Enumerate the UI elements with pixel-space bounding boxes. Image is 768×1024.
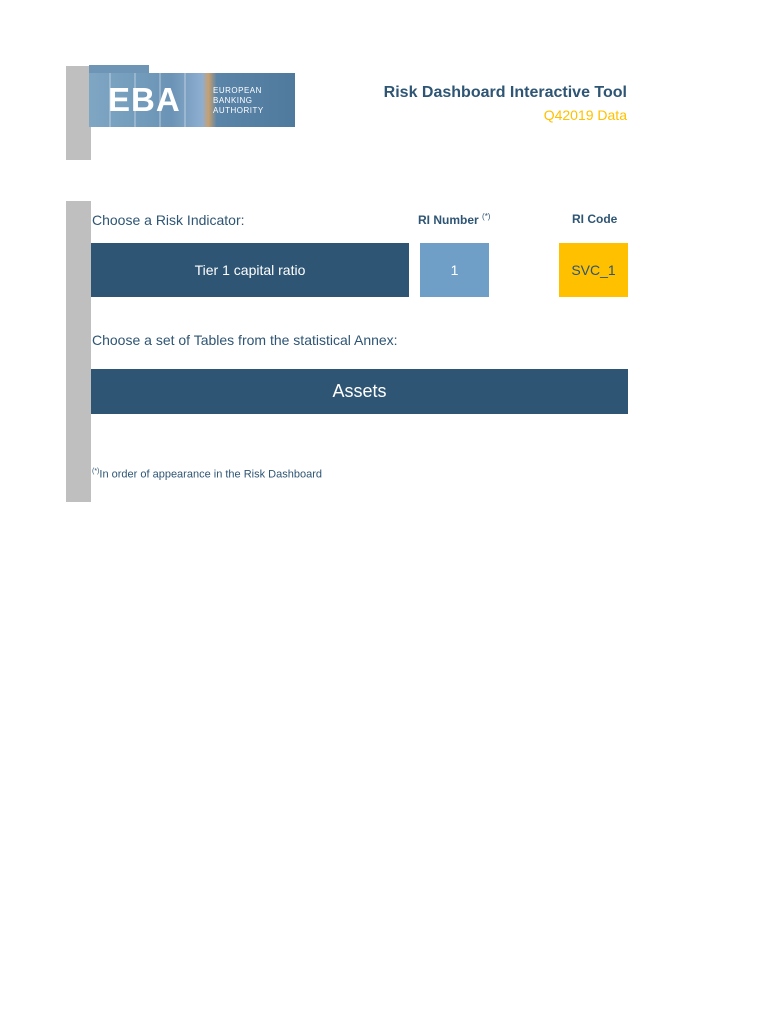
risk-indicator-select[interactable]: Tier 1 capital ratio bbox=[91, 243, 409, 297]
footnote bbox=[92, 468, 322, 481]
logo-words bbox=[213, 86, 264, 116]
risk-indicator-label: Choose a Risk Indicator: bbox=[92, 212, 245, 228]
footnote-text: In order of appearance in the Risk Dashboard bbox=[99, 468, 322, 481]
tables-label: Choose a set of Tables from the statistical Annex: bbox=[92, 332, 398, 348]
logo-word: BANKING bbox=[213, 96, 253, 105]
logo-mark: EBA bbox=[108, 81, 181, 118]
ri-number-label-text: RI Number bbox=[418, 213, 479, 227]
ri-number-marker: (*) bbox=[482, 212, 491, 221]
ri-code-label: RI Code bbox=[572, 212, 618, 226]
app-title: Risk Dashboard Interactive Tool bbox=[383, 84, 627, 101]
ri-number-label bbox=[418, 212, 490, 227]
footnote-marker: (*) bbox=[92, 468, 100, 475]
data-period: Q42019 Data bbox=[543, 107, 627, 123]
tables-select[interactable]: Assets bbox=[91, 369, 628, 414]
logo-stripe bbox=[184, 73, 186, 127]
logo-word: AUTHORITY bbox=[213, 106, 264, 115]
side-bar-main bbox=[66, 201, 91, 502]
logo-word: EUROPEAN bbox=[213, 86, 262, 95]
side-bar-top bbox=[66, 66, 91, 160]
ri-number-value: 1 bbox=[420, 243, 489, 297]
eba-logo bbox=[89, 73, 295, 127]
ri-code-value: SVC_1 bbox=[559, 243, 628, 297]
